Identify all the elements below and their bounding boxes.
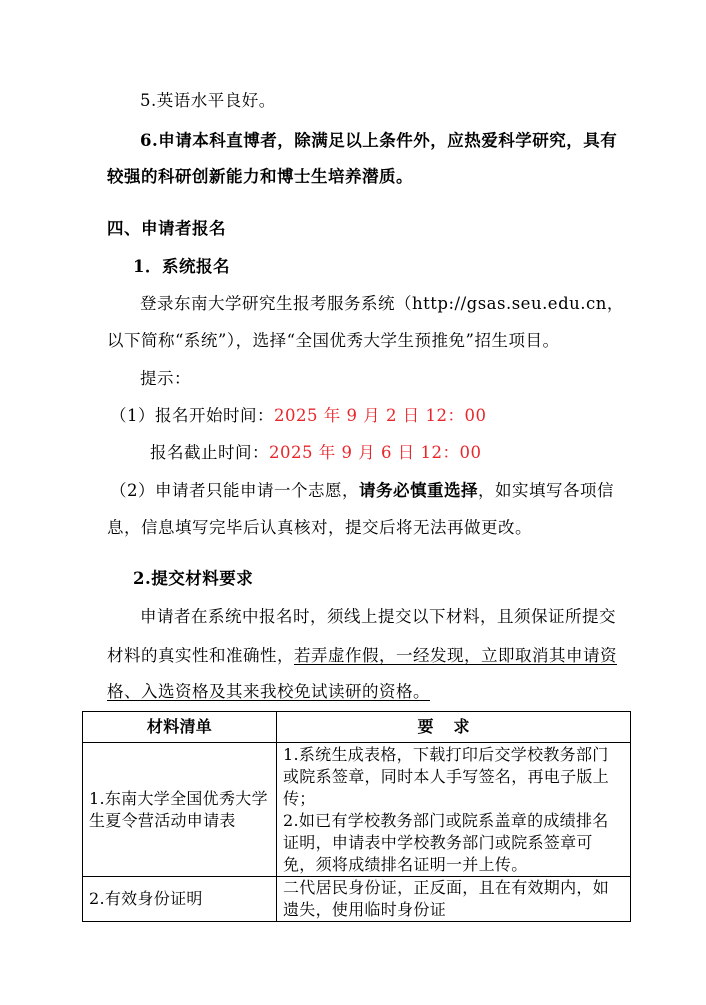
para-direct-phd-line2: 较强的科研创新能力和博士生培养潜质。: [107, 167, 413, 186]
para-english: 5.英语水平良好。: [140, 91, 276, 110]
sub2-warning-part1: 若弄虚作假，一经发现，立即取消其申请资: [294, 646, 617, 665]
tip2-line1-b: ，如实填写各项信: [478, 481, 614, 500]
sub2-body-line2: [107, 645, 617, 667]
row2-requirement: 二代居民身份证，正反面，且在有效期内，如遗失，使用临时身份证: [277, 877, 631, 922]
sub2-warning-part2: 格、入选资格及其来我校免试读研的资格。: [107, 682, 430, 701]
sub1-body-line1: 登录东南大学研究生报考服务系统（http://gsas.seu.edu.cn，: [140, 294, 624, 313]
sub1-heading: 1．系统报名: [133, 257, 230, 276]
row1-requirement-1: 1.系统生成表格，下载打印后交学校教务部门或院系签章，同时本人手写签名，再电子版上传；: [283, 744, 610, 808]
header-materials-list: 材料清单: [83, 712, 277, 743]
sub2-body-line2-a: 材料的真实性和准确性，: [107, 646, 294, 665]
tip2-emphasis: 请务必慎重选择: [359, 481, 478, 500]
row1-item: 1.东南大学全国优秀大学生夏令营活动申请表: [83, 743, 277, 877]
tip1-start-value: 2025 年 9 月 2 日 12：00: [274, 406, 487, 425]
tip2-line2: 息，信息填写完毕后认真核对，提交后将无法再做更改。: [107, 518, 532, 537]
tip1-start-label: （1）报名开始时间：: [110, 406, 274, 425]
tip1-start-row: [110, 405, 486, 427]
para-direct-phd-line1: 6.申请本科直博者，除满足以上条件外，应热爱科学研究，具有: [140, 131, 618, 150]
table-header-row: [83, 712, 631, 743]
sub2-body-line3: [107, 681, 430, 703]
table-row: [83, 877, 631, 922]
tip1-end-row: [150, 442, 481, 464]
tip2-line1-a: （2）申请者只能申请一个志愿，: [110, 481, 359, 500]
sub2-heading: 2.提交材料要求: [133, 569, 254, 588]
tip1-end-label: 报名截止时间：: [150, 443, 269, 462]
tip2-line1: [110, 480, 614, 502]
row1-requirement-2: 2.如已有学校教务部门或院系盖章的成绩排名证明，申请表中学校教务部门或院系签章可免，须将成绩排名证明一并上传。: [283, 810, 609, 874]
header-requirements: 要求: [277, 712, 631, 743]
row1-requirement: [277, 743, 631, 877]
tip1-end-value: 2025 年 9 月 6 日 12：00: [269, 443, 482, 462]
sub2-body-line1: 申请者在系统中报名时，须线上提交以下材料，且须保证所提交: [140, 607, 616, 626]
row2-item: 2.有效身份证明: [83, 877, 277, 922]
tips-label: 提示：: [140, 369, 191, 388]
sub1-body-line2: 以下简称“系统”），选择“全国优秀大学生预推免”招生项目。: [107, 331, 560, 350]
table-row: [83, 743, 631, 877]
materials-table: [82, 711, 631, 922]
section4-heading: 四、申请者报名: [107, 219, 226, 238]
